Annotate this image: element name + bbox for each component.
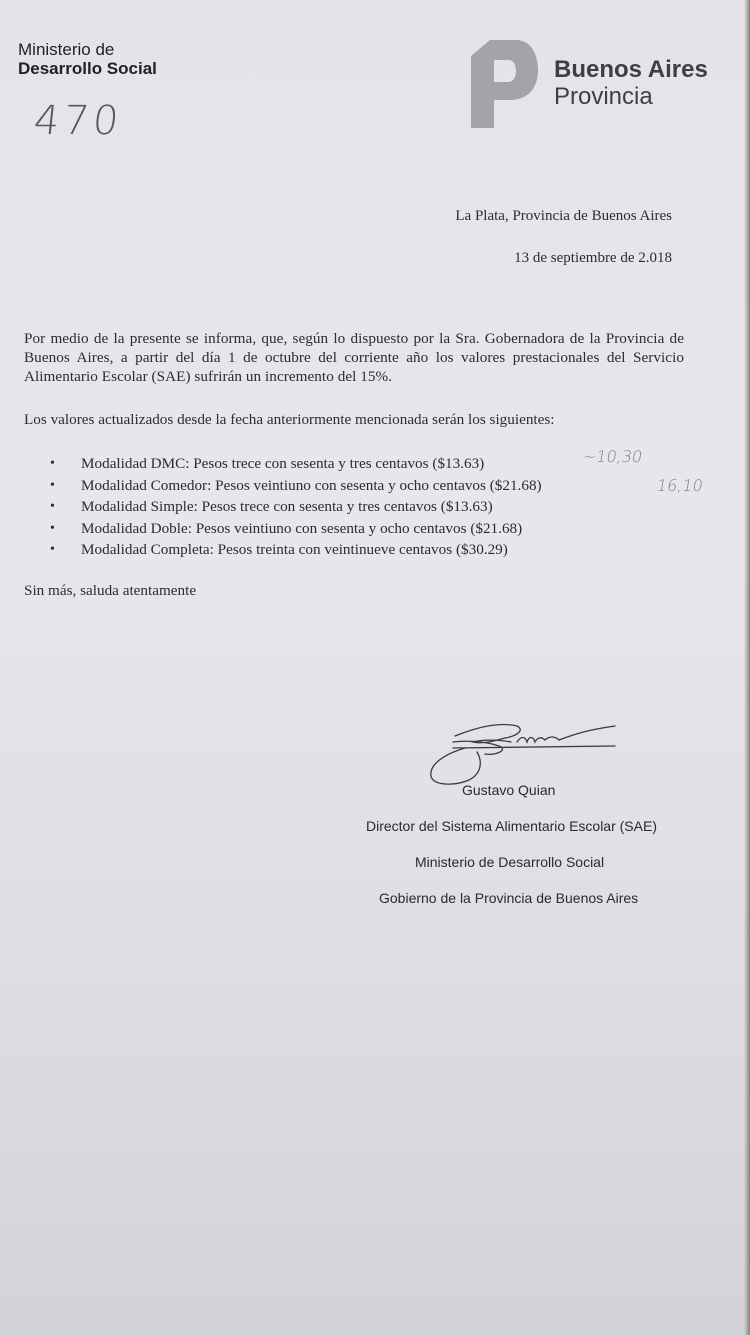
closing-line: Sin más, saluda atentamente	[24, 582, 197, 599]
list-item: • Modalidad Doble: Pesos veintiuno con sesenta y ocho centavos ($21.68)	[50, 518, 542, 540]
logo-text-line-2: Provincia	[554, 83, 653, 110]
modalidad-list	[50, 453, 542, 561]
letter-date: 13 de septiembre de 2.018	[514, 250, 672, 266]
signatory-government: Gobierno de la Provincia de Buenos Aires	[379, 890, 639, 906]
values-lead-sentence: Los valores actualizados desde la fecha anteriormente mencionada serán los siguientes:	[24, 411, 555, 428]
ministry-line-1: Ministerio de	[18, 40, 115, 59]
handwritten-note-dmc: ~10,30	[581, 447, 644, 466]
handwritten-signature	[425, 712, 625, 792]
list-item: • Modalidad DMC: Pesos trece con sesenta y tres centavos ($13.63)	[50, 453, 542, 475]
province-p-logo-icon	[468, 38, 540, 130]
letter-place: La Plata, Provincia de Buenos Aires	[455, 208, 672, 224]
signatory-name: Gustavo Quian	[462, 782, 556, 798]
logo-text-line-1: Buenos Aires	[554, 56, 708, 83]
list-item: • Modalidad Simple: Pesos trece con sesenta y tres centavos ($13.63)	[50, 496, 542, 518]
handwritten-number: 470	[31, 98, 125, 144]
signatory-ministry: Ministerio de Desarrollo Social	[415, 854, 605, 870]
buenos-aires-logo	[468, 38, 738, 130]
paper-edge-shadow	[744, 0, 750, 1335]
ministry-header	[18, 40, 157, 78]
signatory-role: Director del Sistema Alimentario Escolar (SAE)	[366, 818, 657, 834]
ministry-line-2: Desarrollo Social	[18, 59, 157, 78]
list-item: • Modalidad Completa: Pesos treinta con veintinueve centavos ($30.29)	[50, 539, 542, 561]
handwritten-note-comedor: 16,10	[655, 476, 705, 495]
list-item: • Modalidad Comedor: Pesos veintiuno con sesenta y ocho centavos ($21.68)	[50, 475, 542, 497]
intro-paragraph: Por medio de la presente se informa, que, según lo dispuesto por la Sra. Gobernadora de la Provincia de Buenos Aires, a partir del día 1 de octubre del corriente año los valores prestacionales del Servicio Alimentario Escolar (SAE) sufrirán un incremento del 15%.	[24, 330, 684, 385]
